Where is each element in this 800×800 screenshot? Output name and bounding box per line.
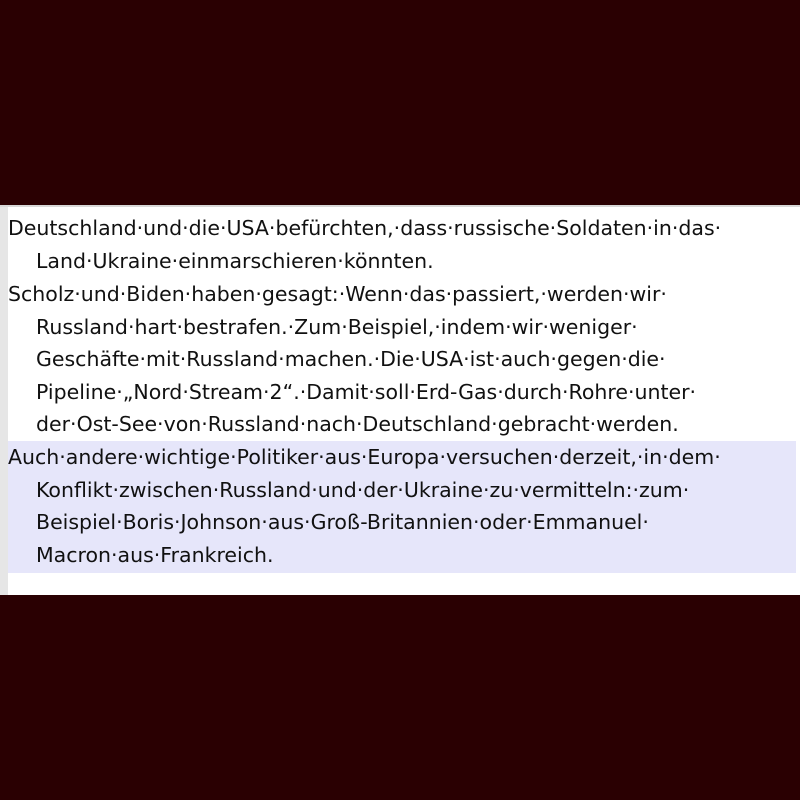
text-line: Scholz·und·Biden·haben·gesagt:·Wenn·das·passiert,·werden·wir· <box>8 282 667 306</box>
paragraph-1[interactable] <box>8 212 796 277</box>
text-line: Deutschland·und·die·USA·befürchten,·dass·russische·Soldaten·in·das· <box>8 216 722 240</box>
paragraph-2[interactable] <box>8 278 796 441</box>
text-line: Pipeline·„Nord·Stream·2“.·Damit·soll·Erd-Gas·durch·Rohre·unter· <box>36 379 697 404</box>
text-line: Macron·aus·Frankreich. <box>36 542 274 567</box>
document-editor-page[interactable] <box>0 205 800 595</box>
text-line: Konflikt·zwischen·Russland·und·der·Ukraine·zu·vermitteln:·zum· <box>36 477 690 502</box>
text-line: der·Ost-See·von·Russland·nach·Deutschland·gebracht·werden. <box>36 412 679 437</box>
text-line: Geschäfte·mit·Russland·machen.·Die·USA·ist·auch·gegen·die· <box>36 347 666 372</box>
paragraph-3-selected[interactable] <box>8 441 796 573</box>
text-line: Auch·andere·wichtige·Politiker·aus·Europa·versuchen·derzeit,·in·dem· <box>8 445 721 469</box>
text-line: Russland·hart·bestrafen.·Zum·Beispiel,·indem·wir·weniger· <box>36 314 638 339</box>
page-margin-strip <box>0 207 8 595</box>
text-line: Land·Ukraine·einmarschieren·könnten. <box>36 248 434 273</box>
text-line: Beispiel·Boris·Johnson·aus·Groß-Britannien·oder·Emmanuel· <box>36 510 649 535</box>
